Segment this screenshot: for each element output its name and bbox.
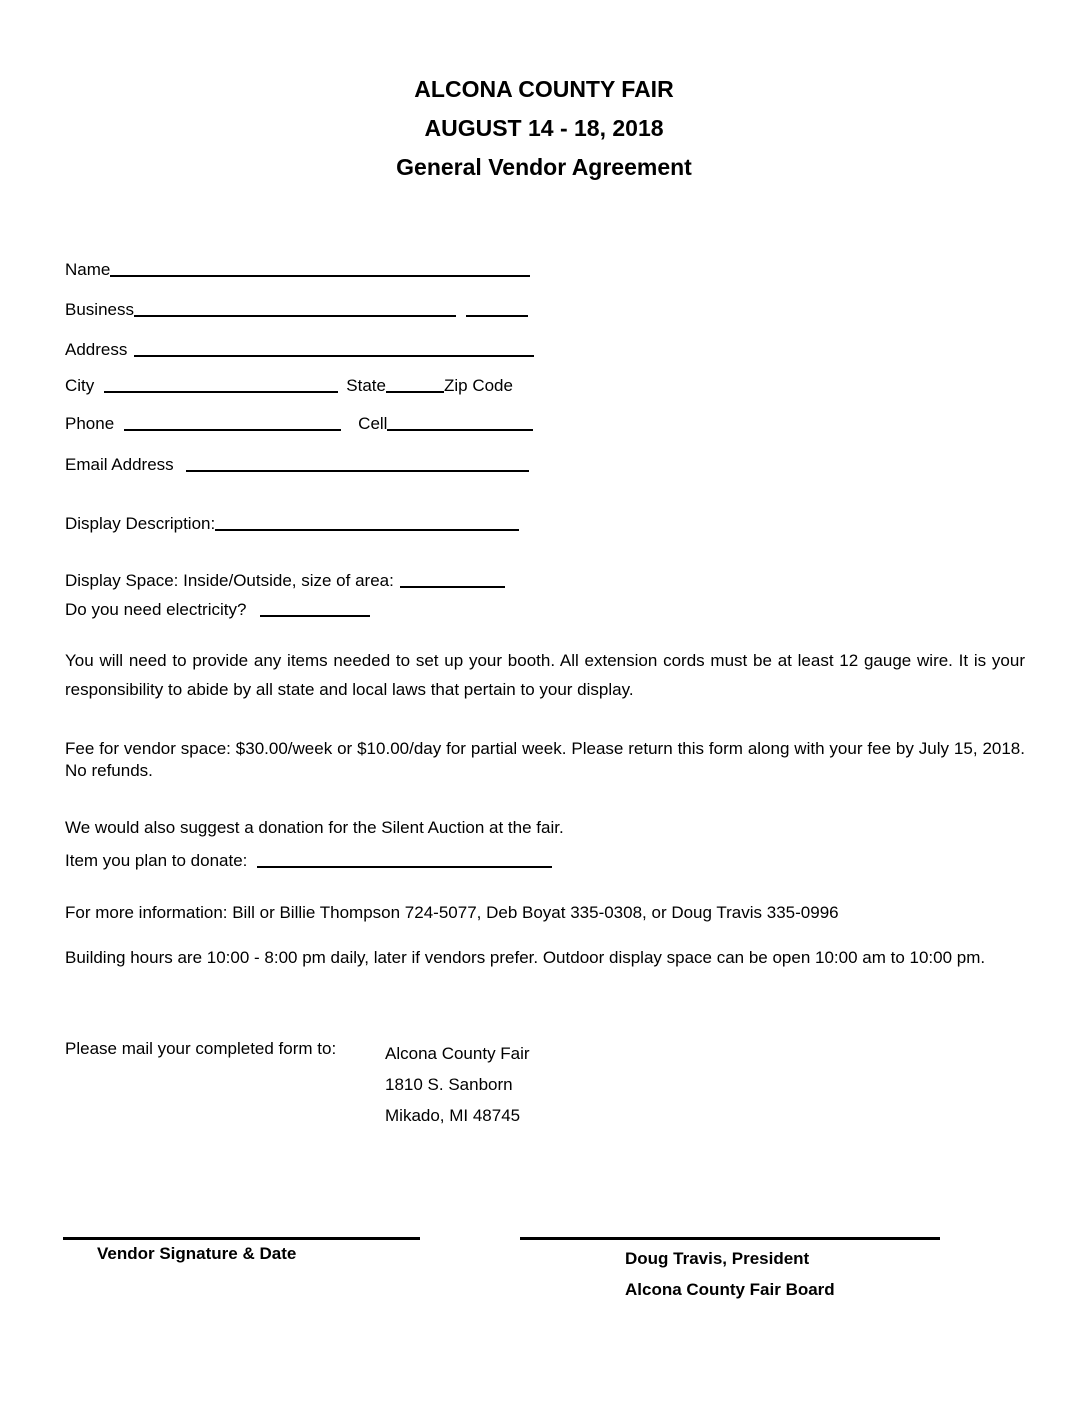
phone-cell-row	[65, 411, 533, 435]
address-blank-line	[134, 337, 534, 357]
vendor-signature-label: Vendor Signature & Date	[97, 1244, 297, 1263]
name-field-row	[65, 257, 530, 281]
donate-item-row	[65, 848, 552, 872]
city-state-zip-row	[65, 373, 513, 397]
zip-label: Zip Code	[443, 376, 513, 395]
fair-dates: AUGUST 14 - 18, 2018	[424, 115, 664, 141]
electricity-blank-line	[260, 597, 370, 617]
document-header	[0, 70, 1088, 187]
contact-info-paragraph: For more information: Bill or Billie Thompson 724-5077, Deb Boyat 335-0308, or Doug Travis 335-0996	[65, 903, 839, 922]
booth-requirements-paragraph: You will need to provide any items needed to set up your booth. All extension cords must be at least 12 gauge wire. It is your responsibility to abide by all state and local laws that pertain to your display.	[65, 651, 1025, 699]
display-space-label: Display Space: Inside/Outside, size of area:	[65, 571, 394, 590]
name-blank-line	[110, 257, 530, 277]
document-title: General Vendor Agreement	[396, 154, 692, 180]
president-name-label: Doug Travis, President	[625, 1249, 810, 1268]
display-description-label: Display Description:	[65, 514, 216, 533]
electricity-label: Do you need electricity?	[65, 600, 247, 619]
building-hours-paragraph: Building hours are 10:00 - 8:00 pm daily, later if vendors prefer. Outdoor display space can be open 10:00 am to 10:00 pm.	[65, 948, 986, 967]
city-blank-line	[104, 373, 338, 393]
donate-item-blank-line	[257, 848, 552, 868]
cell-label: Cell	[358, 414, 388, 433]
electricity-row	[65, 597, 370, 621]
mail-address-line-3: Mikado, MI 48745	[385, 1106, 521, 1125]
phone-label: Phone	[65, 414, 115, 433]
display-space-blank-line	[400, 568, 505, 588]
business-blank-line	[134, 297, 456, 317]
cell-blank-line	[387, 411, 533, 431]
email-field-row	[65, 452, 529, 476]
president-signature-line	[520, 1237, 940, 1240]
address-label: Address	[65, 340, 128, 359]
fee-paragraph: Fee for vendor space: $30.00/week or $10.00/day for partial week. Please return this form along with your fee by July 15, 2018. No refunds.	[65, 739, 1025, 780]
email-blank-line	[186, 452, 529, 472]
display-description-blank-line	[215, 511, 519, 531]
state-blank-line	[386, 373, 444, 393]
state-label: State	[346, 376, 386, 395]
display-description-row	[65, 511, 519, 535]
city-label: City	[65, 376, 95, 395]
business-field-row	[65, 297, 528, 321]
mail-address-line-2: 1810 S. Sanborn	[385, 1075, 513, 1094]
mail-to-label: Please mail your completed form to:	[65, 1039, 337, 1058]
mail-address-line-1: Alcona County Fair	[385, 1044, 530, 1063]
fair-title: ALCONA COUNTY FAIR	[414, 76, 674, 102]
donate-item-label: Item you plan to donate:	[65, 851, 248, 870]
phone-blank-line	[124, 411, 341, 431]
email-label: Email Address	[65, 455, 174, 474]
mail-address-block	[385, 1038, 530, 1131]
display-space-row	[65, 568, 505, 592]
organization-label: Alcona County Fair Board	[625, 1280, 835, 1299]
donation-suggestion-paragraph: We would also suggest a donation for the Silent Auction at the fair.	[65, 818, 564, 837]
address-field-row	[65, 337, 534, 361]
business-blank-line-2	[466, 297, 528, 317]
business-label: Business	[65, 300, 134, 319]
vendor-signature-line	[63, 1237, 420, 1240]
name-label: Name	[65, 260, 111, 279]
